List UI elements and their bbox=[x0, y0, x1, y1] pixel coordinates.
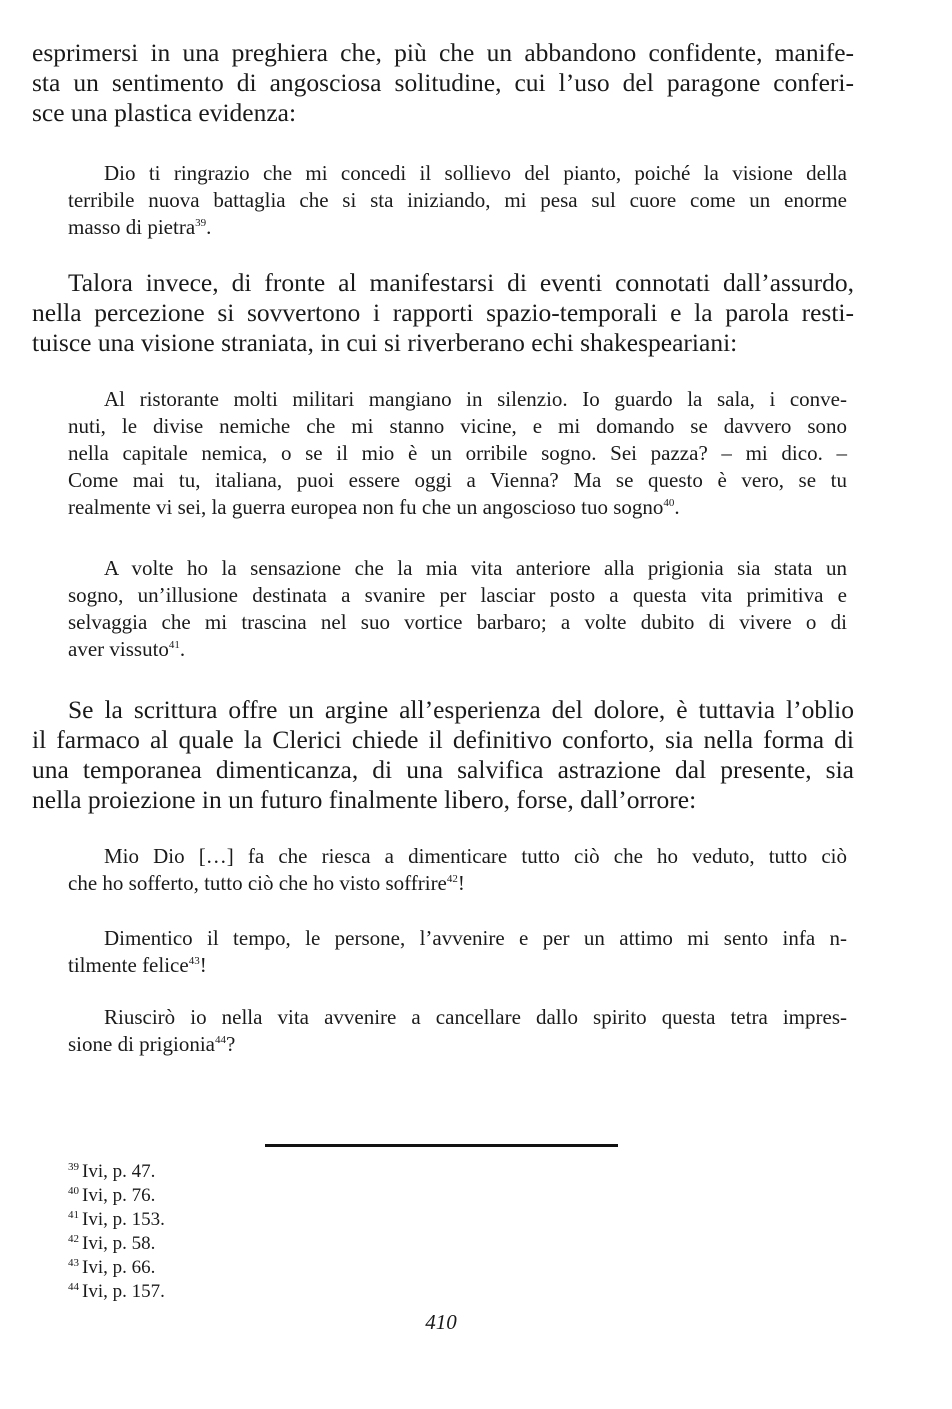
footnote-separator bbox=[265, 1144, 618, 1147]
footnote-ref: 39 bbox=[195, 217, 207, 229]
footnote-ref: 44 bbox=[214, 1034, 226, 1046]
footnote-ref: 43 bbox=[188, 955, 200, 967]
text-line: Talora invece, di fronte al manifestarsi di eventi connotati dall’assurdo, bbox=[68, 268, 854, 297]
body-paragraph bbox=[32, 268, 854, 358]
text-line: Se la scrittura offre un argine all’esperienza del dolore, è tuttavia l’oblio bbox=[68, 695, 854, 724]
block-quote bbox=[68, 555, 847, 663]
footnote: $^{40}$ Ivi, p. 76. bbox=[68, 1185, 156, 1206]
text-line: Riuscirò io nella vita avvenire a cancellare dallo spirito questa tetra impres- bbox=[104, 1005, 847, 1029]
body-paragraph bbox=[32, 695, 854, 815]
text-line: realmente vi sei, la guerra europea non fu che un angoscioso tuo sogno$^{40}$. bbox=[68, 495, 680, 519]
text-line: terribile nuova battaglia che si sta iniziando, mi pesa sul cuore come un enorme bbox=[68, 188, 847, 212]
text-line: Mio Dio […] fa che riesca a dimenticare tutto ciò che ho veduto, tutto ciò bbox=[104, 844, 847, 868]
text-line: tuisce una visione straniata, in cui si riverberano echi shakespeariani: bbox=[32, 328, 738, 357]
text-line: Dimentico il tempo, le persone, l’avvenire e per un attimo mi sento infa n- bbox=[104, 926, 847, 950]
text-line: sta un sentimento di angosciosa solitudine, cui l’uso del paragone conferi- bbox=[32, 68, 854, 97]
footnote: $^{43}$ Ivi, p. 66. bbox=[68, 1257, 156, 1278]
text-line: sce una plastica evidenza: bbox=[32, 98, 297, 127]
text-line: il farmaco al quale la Clerici chiede il definitivo conforto, sia nella forma di bbox=[32, 725, 854, 754]
body-paragraph bbox=[32, 38, 854, 128]
text-line: A volte ho la sensazione che la mia vita anteriore alla prigionia sia stata un bbox=[104, 556, 847, 580]
text-line: selvaggia che mi trascina nel suo vortice barbaro; a volte dubito di vivere o di bbox=[68, 610, 847, 634]
text-line: nuti, le divise nemiche che mi stanno vicine, e mi domando se davvero sono bbox=[68, 414, 847, 438]
block-quote bbox=[68, 386, 847, 521]
text-line: nella percezione si sovvertono i rapporti spazio-temporali e la parola resti- bbox=[32, 298, 854, 327]
text-line: Al ristorante molti militari mangiano in silenzio. Io guardo la sala, i conve- bbox=[104, 387, 847, 411]
footnote: $^{42}$ Ivi, p. 58. bbox=[68, 1233, 156, 1254]
footnote: $^{44}$ Ivi, p. 157. bbox=[68, 1281, 165, 1302]
page-number: 410 bbox=[425, 1310, 457, 1334]
footnote-ref: 40 bbox=[663, 497, 675, 509]
text-line: Dio ti ringrazio che mi concedi il sollievo del pianto, poiché la visione della bbox=[104, 161, 847, 185]
block-quote bbox=[68, 925, 847, 979]
block-quote bbox=[68, 160, 847, 241]
text-line: sogno, un’illusione destinata a svanire per lasciar posto a questa vita primitiva e bbox=[68, 583, 847, 607]
text-line: nella capitale nemica, o se il mio è un orribile sogno. Sei pazza? – mi dico. – bbox=[68, 441, 847, 465]
block-quote bbox=[68, 1004, 847, 1058]
footnote: $^{41}$ Ivi, p. 153. bbox=[68, 1209, 165, 1230]
text-line: che ho sofferto, tutto ciò che ho visto soffrire$^{42}$! bbox=[68, 871, 465, 895]
text-line: Come mai tu, italiana, puoi essere oggi a Vienna? Ma se questo è vero, se tu bbox=[68, 468, 847, 492]
text-line: nella proiezione in un futuro finalmente libero, forse, dall’orrore: bbox=[32, 785, 697, 814]
text-line: una temporanea dimenticanza, di una salvifica astrazione dal presente, sia bbox=[32, 755, 854, 784]
footnote-ref: 41 bbox=[168, 639, 180, 651]
text-line: masso di pietra$^{39}$. bbox=[68, 215, 212, 239]
footnote-ref: 42 bbox=[446, 873, 458, 885]
text-line: esprimersi in una preghiera che, più che un abbandono confidente, manife- bbox=[32, 38, 854, 67]
text-line: aver vissuto$^{41}$. bbox=[68, 637, 186, 661]
text-line: sione di prigionia$^{44}$? bbox=[68, 1032, 236, 1056]
text-line: tilmente felice$^{43}$! bbox=[68, 953, 207, 977]
footnotes bbox=[68, 1160, 165, 1304]
footnote: $^{39}$ Ivi, p. 47. bbox=[68, 1161, 156, 1182]
block-quote bbox=[68, 843, 847, 897]
